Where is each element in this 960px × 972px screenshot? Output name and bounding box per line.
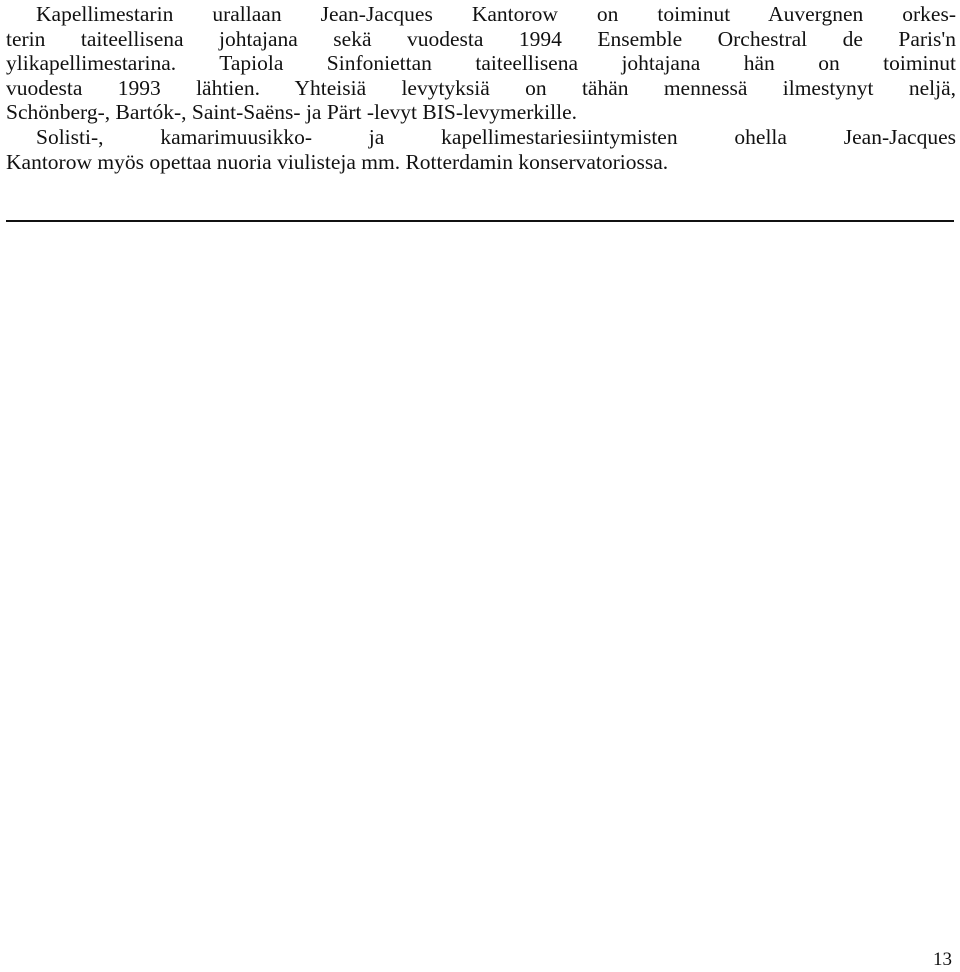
- text-line: ylikapellimestarina. Tapiola Sinfoniettan taiteellisena johtajana hän on toiminut: [6, 51, 956, 76]
- text-line: Solisti-, kamarimuusikko- ja kapellimestariesiintymisten ohella Jean-Jacques: [36, 124, 956, 149]
- page-number: 13: [933, 949, 952, 970]
- text-line: terin taiteellisena johtajana sekä vuodesta 1994 Ensemble Orchestral de Paris'n: [6, 26, 956, 51]
- text-line: Schönberg-, Bartók-, Saint-Saëns- ja Pärt -levyt BIS-levymerkille.: [6, 100, 578, 125]
- body-text: [6, 2, 956, 174]
- text-line: vuodesta 1993 lähtien. Yhteisiä levytyksiä on tähän mennessä ilmestynyt neljä,: [6, 75, 956, 100]
- horizontal-rule: [6, 220, 954, 222]
- text-line: Kapellimestarin urallaan Jean-Jacques Kantorow on toiminut Auvergnen orkes-: [36, 2, 956, 26]
- text-line: Kantorow myös opettaa nuoria viulisteja mm. Rotterdamin konservatoriossa.: [6, 149, 669, 174]
